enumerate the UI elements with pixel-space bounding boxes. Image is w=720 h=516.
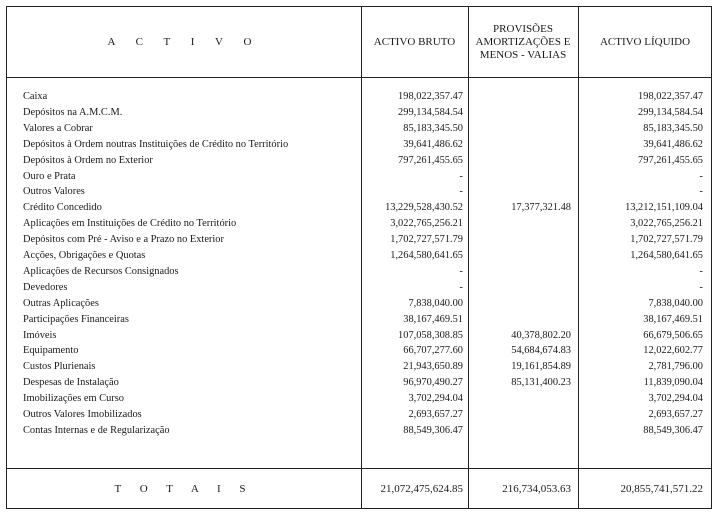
totals-row — [7, 469, 711, 509]
table-row — [7, 343, 711, 359]
row-label: Crédito Concedido — [23, 202, 102, 214]
row-activo-liquido: 2,693,657.27 — [648, 409, 703, 420]
row-activo-bruto: - — [459, 170, 463, 182]
row-activo-liquido: - — [699, 170, 703, 182]
table-row — [7, 232, 711, 248]
row-activo-bruto: 96,970,490.27 — [403, 377, 463, 389]
table-row — [7, 184, 711, 200]
row-label: Depósitos na A.M.C.M. — [23, 106, 123, 118]
table-row — [7, 200, 711, 216]
row-activo-liquido: 39,641,486.62 — [643, 138, 703, 150]
row-activo-liquido: 38,167,469.51 — [643, 313, 703, 325]
row-activo-liquido: 797,261,455.65 — [638, 154, 703, 166]
row-activo-liquido: 7,838,040.00 — [648, 297, 703, 309]
row-activo-liquido: 2,781,796.00 — [648, 361, 703, 373]
row-label: Participações Financeiras — [23, 313, 129, 325]
row-label: Devedores — [23, 281, 68, 293]
row-activo-liquido: 85,183,345.50 — [643, 122, 703, 134]
table-row — [7, 328, 711, 344]
row-activo-bruto: 2,693,657.27 — [408, 409, 463, 420]
row-activo-liquido: - — [699, 265, 703, 277]
row-label: Outros Valores — [23, 186, 85, 198]
totals-activo-bruto: 21,072,475,624.85 — [380, 483, 463, 495]
row-label: Imobilizações em Curso — [23, 393, 124, 405]
row-activo-bruto: 7,838,040.00 — [408, 297, 463, 309]
row-activo-liquido: - — [699, 281, 703, 293]
table-row — [7, 280, 711, 296]
header-provisoes-line1: PROVISÕES — [493, 22, 553, 35]
row-activo-bruto: 3,702,294.04 — [408, 393, 463, 405]
row-provisoes: 19,161,854.89 — [511, 361, 571, 373]
table-row — [7, 89, 711, 105]
table-row — [7, 153, 711, 169]
row-label: Aplicações em Instituições de Crédito no Território — [23, 218, 237, 230]
header-activo-bruto: ACTIVO BRUTO — [373, 35, 456, 48]
row-provisoes: 85,131,400.23 — [511, 377, 571, 389]
row-label: Custos Plurienais — [23, 361, 96, 373]
row-label: Imóveis — [23, 329, 57, 341]
header-activo-liquido: ACTIVO LÍQUIDO — [599, 35, 691, 48]
table-row — [7, 391, 711, 407]
header-provisoes — [468, 7, 578, 77]
row-label: Aplicações de Recursos Consignados — [23, 265, 179, 277]
row-label: Outros Valores Imobilizados — [23, 409, 142, 420]
totals-activo-liquido: 20,855,741,571.22 — [620, 483, 703, 495]
table-row — [7, 137, 711, 153]
table-row — [7, 359, 711, 375]
row-activo-liquido: 13,212,151,109.04 — [625, 202, 703, 214]
row-provisoes: 54,684,674.83 — [511, 345, 571, 357]
totals-provisoes: 216,734,053.63 — [502, 483, 571, 495]
header-provisoes-line3: MENOS - VALIAS — [479, 48, 567, 61]
row-label: Contas Internas e de Regularização — [23, 424, 170, 436]
row-activo-bruto: 3,022,765,256.21 — [390, 218, 463, 230]
row-label: Depósitos com Pré - Aviso e a Prazo no Exterior — [23, 234, 224, 246]
row-activo-liquido: 1,702,727,571.79 — [630, 234, 703, 246]
row-activo-bruto: - — [459, 281, 463, 293]
row-label: Valores a Cobrar — [23, 122, 93, 134]
row-activo-liquido: 3,022,765,256.21 — [630, 218, 703, 230]
header-divider — [7, 77, 711, 78]
table-row — [7, 169, 711, 185]
table-row — [7, 375, 711, 391]
row-activo-bruto: 38,167,469.51 — [403, 313, 463, 325]
row-activo-bruto: 21,943,650.89 — [403, 361, 463, 373]
table-row — [7, 105, 711, 121]
row-activo-liquido: 198,022,357.47 — [638, 91, 703, 102]
row-label: Depósitos à Ordem no Exterior — [23, 154, 153, 166]
row-activo-bruto: 85,183,345.50 — [403, 122, 463, 134]
balance-sheet-table — [6, 6, 712, 509]
row-label: Acções, Obrigações e Quotas — [23, 250, 146, 261]
row-activo-liquido: - — [699, 186, 703, 198]
row-label: Outras Aplicações — [23, 297, 99, 309]
row-activo-bruto: - — [459, 265, 463, 277]
row-activo-bruto: 797,261,455.65 — [398, 154, 463, 166]
row-activo-bruto: 299,134,584.54 — [398, 106, 463, 118]
row-activo-liquido: 1,264,580,641.65 — [630, 250, 703, 261]
row-label: Equipamento — [23, 345, 79, 357]
row-activo-bruto: - — [459, 186, 463, 198]
row-activo-bruto: 66,707,277.60 — [403, 345, 463, 357]
row-activo-bruto: 107,058,308.85 — [398, 329, 463, 341]
table-row — [7, 423, 711, 439]
row-label: Depósitos à Ordem noutras Instituições de Crédito no Território — [23, 138, 289, 150]
row-activo-liquido: 66,679,506.65 — [643, 329, 703, 341]
row-provisoes: 40,378,802.20 — [511, 329, 571, 341]
row-activo-bruto: 1,264,580,641.65 — [390, 250, 463, 261]
row-activo-bruto: 198,022,357.47 — [398, 91, 463, 102]
table-row — [7, 312, 711, 328]
row-activo-liquido: 88,549,306.47 — [643, 424, 703, 436]
row-label: Despesas de Instalação — [23, 377, 119, 389]
table-row — [7, 264, 711, 280]
table-row — [7, 121, 711, 137]
table-row — [7, 407, 711, 423]
table-row — [7, 248, 711, 264]
header-activo: A C T I V O — [107, 35, 261, 48]
row-activo-liquido: 11,839,090.04 — [643, 377, 703, 389]
row-provisoes: 17,377,321.48 — [511, 202, 571, 214]
row-activo-liquido: 299,134,584.54 — [638, 106, 703, 118]
row-activo-bruto: 88,549,306.47 — [403, 424, 463, 436]
row-activo-liquido: 3,702,294.04 — [648, 393, 703, 405]
table-row — [7, 216, 711, 232]
row-label: Ouro e Prata — [23, 170, 76, 182]
row-activo-liquido: 12,022,602.77 — [643, 345, 703, 357]
table-row — [7, 296, 711, 312]
row-activo-bruto: 39,641,486.62 — [403, 138, 463, 150]
header-provisoes-line2: AMORTIZAÇÕES E — [475, 35, 571, 48]
row-label: Caixa — [23, 91, 48, 102]
row-activo-bruto: 13,229,528,430.52 — [385, 202, 463, 214]
row-activo-bruto: 1,702,727,571.79 — [390, 234, 463, 246]
totals-label: T O T A I S — [114, 483, 254, 495]
